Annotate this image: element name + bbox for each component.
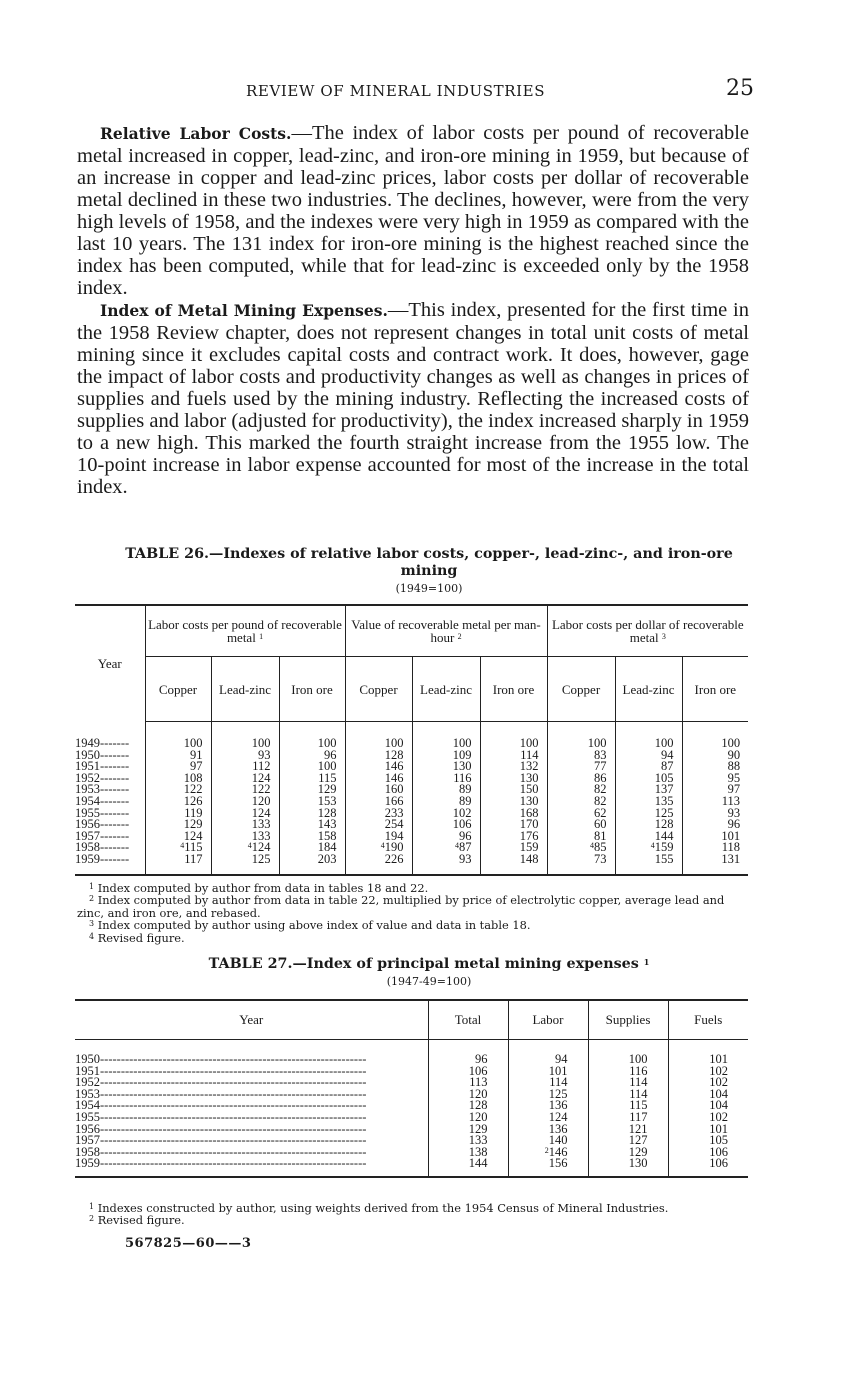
footnote: $^1$ Index computed by author from data in tables 18 and 22.	[89, 881, 429, 895]
paragraph-metal-mining-expenses	[77, 299, 749, 498]
value-cell: 122	[145, 784, 211, 796]
value-cell: 106	[412, 819, 480, 831]
dot-leader: -------	[100, 830, 130, 843]
footnote-marker: 4	[180, 841, 185, 851]
year-cell: 1950----------------------------------------------------------------	[75, 1052, 367, 1066]
dot-leader: -------	[100, 842, 130, 854]
value-cell: 82	[547, 796, 615, 808]
value-cell: 87	[615, 761, 682, 773]
value-cell: 120	[211, 796, 279, 808]
table-27-base: (1947-49=100)	[386, 975, 472, 988]
value-cell: 100	[480, 722, 547, 750]
value-cell: 102	[412, 808, 480, 820]
dot-leader: ----------------------------------------------------------------	[100, 1135, 367, 1147]
year-cell: 1956-------	[75, 819, 130, 831]
value-cell: 203	[279, 854, 345, 875]
value-cell: 113	[682, 796, 748, 808]
value-cell: 101	[668, 1040, 748, 1066]
dot-leader: -------	[100, 772, 130, 785]
value-cell: 100	[615, 722, 682, 750]
value-cell: 113	[428, 1077, 508, 1089]
running-title: REVIEW OF MINERAL INDUSTRIES	[246, 82, 546, 100]
value-cell: 155	[615, 854, 682, 875]
value-cell: 120	[428, 1089, 508, 1101]
value-cell: 146	[345, 761, 412, 773]
footnote: $^4$ Revised figure.	[89, 930, 185, 945]
table-row	[75, 750, 748, 762]
value-cell: 129	[279, 784, 345, 796]
column-header: Lead-zinc	[615, 657, 682, 722]
value-cell: 133	[211, 831, 279, 843]
year-cell: 1957----------------------------------------------------------------	[75, 1135, 367, 1147]
value-cell: 126	[145, 796, 211, 808]
value-cell: 137	[615, 784, 682, 796]
footnote-marker: 4	[455, 841, 460, 851]
value-cell: 116	[588, 1066, 668, 1078]
value-cell: 132	[480, 761, 547, 773]
paragraph-text: —This index, presented for the first time in the 1958 Review chapter, does not represent changes in total unit costs of metal mining since it excludes capital costs and contract work. It does, however, gage the impact of labor costs and productivity changes as well as changes in prices of supplies and fuels used by the mining industry. Reflecting the increased costs of supplies and labor (adjusted for productivity), the index increased sharply in 1959 to a new high. This marked the fourth straight increase from the 1955 low. The 10-point increase in labor expense accounted for most of the increase in the total index.	[77, 299, 749, 498]
year-header: Year	[75, 605, 145, 722]
year-cell: 1951-------	[75, 761, 130, 773]
value-cell: 100	[547, 722, 615, 750]
value-cell: 97	[682, 784, 748, 796]
value-cell: 62	[547, 808, 615, 820]
year-cell: 1955-------	[75, 807, 130, 820]
value-cell: 124	[211, 773, 279, 785]
dot-leader: ----------------------------------------------------------------	[100, 1088, 367, 1101]
column-header: Labor	[508, 1000, 588, 1040]
value-cell: $^2$146	[508, 1147, 588, 1159]
value-cell: 81	[547, 831, 615, 843]
value-cell: 100	[279, 761, 345, 773]
table-row	[75, 796, 748, 808]
column-header: Fuels	[668, 1000, 748, 1040]
value-cell: 95	[682, 773, 748, 785]
value-cell: 100	[145, 722, 211, 750]
dot-leader: ----------------------------------------------------------------	[100, 1146, 367, 1159]
value-cell: 130	[588, 1158, 668, 1177]
column-header: Iron ore	[279, 657, 345, 722]
dot-leader: -------	[100, 749, 130, 762]
value-cell: 125	[615, 808, 682, 820]
group-header: Labor costs per dollar of recoverable metal $^3$	[547, 605, 748, 657]
dot-leader: -------	[100, 795, 130, 808]
column-header: Year	[75, 1000, 428, 1040]
value-cell: 97	[145, 761, 211, 773]
value-cell: 124	[508, 1112, 588, 1124]
value-cell: 226	[345, 854, 412, 875]
value-cell: 96	[279, 750, 345, 762]
year-cell: 1956----------------------------------------------------------------	[75, 1123, 367, 1136]
footnote-marker: 1	[89, 882, 95, 891]
value-cell: 106	[428, 1066, 508, 1078]
value-cell: 116	[412, 773, 480, 785]
value-cell: 115	[279, 773, 345, 785]
value-cell: 100	[682, 722, 748, 750]
value-cell: 146	[345, 773, 412, 785]
value-cell: $^4$190	[345, 842, 412, 854]
value-cell: 129	[588, 1147, 668, 1159]
table-27	[75, 999, 748, 1178]
value-cell: 96	[428, 1040, 508, 1066]
value-cell: 135	[615, 796, 682, 808]
page-number: 25	[726, 76, 754, 101]
year-cell: 1952-------	[75, 772, 130, 785]
value-cell: 89	[412, 784, 480, 796]
value-cell: 184	[279, 842, 345, 854]
year-cell: 1949-------	[75, 735, 130, 750]
column-header: Iron ore	[682, 657, 748, 722]
dot-leader: ----------------------------------------------------------------	[100, 1100, 367, 1112]
footnote-marker: 2	[89, 894, 95, 904]
table-row	[75, 722, 748, 750]
value-cell: 125	[508, 1089, 588, 1101]
value-cell: 144	[615, 831, 682, 843]
value-cell: 130	[480, 773, 547, 785]
value-cell: 136	[508, 1100, 588, 1112]
value-cell: 93	[211, 750, 279, 762]
value-cell: 138	[428, 1147, 508, 1159]
value-cell: 102	[668, 1066, 748, 1078]
table-27-caption	[0, 956, 858, 989]
paragraph-relative-labor-costs	[77, 122, 749, 299]
year-cell: 1951----------------------------------------------------------------	[75, 1065, 367, 1078]
value-cell: 100	[279, 722, 345, 750]
print-code: 567825—60——3	[125, 1236, 252, 1251]
year-cell: 1958-------	[75, 842, 130, 854]
footnote: $^2$ Revised figure.	[89, 1213, 185, 1228]
table-row	[75, 854, 748, 875]
dot-leader: -------	[100, 735, 130, 750]
value-cell: 128	[615, 819, 682, 831]
value-cell: 114	[588, 1077, 668, 1089]
value-cell: 93	[682, 808, 748, 820]
value-cell: $^4$159	[615, 842, 682, 854]
value-cell: 254	[345, 819, 412, 831]
value-cell: 106	[668, 1147, 748, 1159]
table-row	[75, 1040, 748, 1066]
column-header: Copper	[345, 657, 412, 722]
column-header: Supplies	[588, 1000, 668, 1040]
value-cell: 143	[279, 819, 345, 831]
value-cell: 91	[145, 750, 211, 762]
table-row	[75, 784, 748, 796]
table-row	[75, 808, 748, 820]
table-27-footnotes	[77, 1202, 749, 1227]
dot-leader: ----------------------------------------------------------------	[100, 1158, 367, 1171]
value-cell: 100	[588, 1040, 668, 1066]
value-cell: 168	[480, 808, 547, 820]
year-cell: 1955----------------------------------------------------------------	[75, 1111, 367, 1124]
footnote-marker: 4	[650, 841, 655, 851]
value-cell: 105	[615, 773, 682, 785]
paragraph-heading: Relative Labor Costs.	[100, 124, 292, 143]
value-cell: 125	[211, 854, 279, 875]
group-header: Labor costs per pound of recoverable metal $^1$	[145, 605, 345, 657]
footnote: $^2$ Index computed by author from data in table 22, multiplied by price of electrolytic copper, average lead and zinc, and iron ore, and rebased.	[77, 893, 725, 920]
value-cell: 73	[547, 854, 615, 875]
value-cell: 131	[682, 854, 748, 875]
dot-leader: -------	[100, 807, 130, 820]
footnote-marker: 2	[89, 1214, 95, 1224]
value-cell: 101	[682, 831, 748, 843]
value-cell: $^4$115	[145, 842, 211, 854]
group-header: Value of recoverable metal per man-hour $^2$	[345, 605, 547, 657]
value-cell: 112	[211, 761, 279, 773]
value-cell: 233	[345, 808, 412, 820]
body-text	[77, 122, 749, 498]
footnote-marker: 4	[89, 931, 95, 941]
value-cell: $^4$124	[211, 842, 279, 854]
value-cell: 106	[668, 1158, 748, 1177]
value-cell: $^4$87	[412, 842, 480, 854]
table-row	[75, 761, 748, 773]
column-header: Lead-zinc	[211, 657, 279, 722]
year-cell: 1950-------	[75, 749, 130, 762]
year-cell: 1954----------------------------------------------------------------	[75, 1100, 367, 1112]
value-cell: 118	[682, 842, 748, 854]
dot-leader: ----------------------------------------------------------------	[100, 1065, 367, 1078]
value-cell: 109	[412, 750, 480, 762]
year-cell: 1957-------	[75, 830, 130, 843]
value-cell: 105	[668, 1135, 748, 1147]
value-cell: 148	[480, 854, 547, 875]
value-cell: 194	[345, 831, 412, 843]
dot-leader: ----------------------------------------------------------------	[100, 1052, 367, 1066]
dot-leader: -------	[100, 819, 130, 831]
table-26-caption	[0, 546, 858, 596]
value-cell: 166	[345, 796, 412, 808]
footnote: $^1$ Indexes constructed by author, using weights derived from the 1954 Census of Mineral Industries.	[89, 1201, 669, 1215]
value-cell: 101	[508, 1066, 588, 1078]
table-row	[75, 819, 748, 831]
value-cell: 89	[412, 796, 480, 808]
value-cell: 102	[668, 1112, 748, 1124]
dot-leader: -------	[100, 761, 130, 773]
footnote: $^3$ Index computed by author using above index of value and data in table 18.	[89, 918, 531, 933]
column-header: Lead-zinc	[412, 657, 480, 722]
value-cell: 120	[428, 1112, 508, 1124]
value-cell: 94	[508, 1040, 588, 1066]
footnote-marker: 3	[89, 919, 95, 929]
value-cell: 117	[588, 1112, 668, 1124]
value-cell: 160	[345, 784, 412, 796]
dot-leader: ----------------------------------------------------------------	[100, 1123, 367, 1136]
value-cell: 93	[412, 854, 480, 875]
table-row	[75, 842, 748, 854]
dot-leader: ----------------------------------------------------------------	[100, 1077, 367, 1089]
year-cell: 1959-------	[75, 854, 145, 875]
value-cell: 82	[547, 784, 615, 796]
value-cell: 86	[547, 773, 615, 785]
value-cell: 130	[412, 761, 480, 773]
year-cell: 1959----------------------------------------------------------------	[75, 1158, 428, 1177]
value-cell: 114	[588, 1089, 668, 1101]
value-cell: 108	[145, 773, 211, 785]
value-cell: 170	[480, 819, 547, 831]
value-cell: 133	[428, 1135, 508, 1147]
value-cell: 104	[668, 1089, 748, 1101]
value-cell: 128	[345, 750, 412, 762]
value-cell: 124	[211, 808, 279, 820]
value-cell: 129	[428, 1124, 508, 1136]
column-header: Copper	[547, 657, 615, 722]
value-cell: 96	[412, 831, 480, 843]
value-cell: 122	[211, 784, 279, 796]
value-cell: 88	[682, 761, 748, 773]
dot-leader: -------	[100, 853, 130, 866]
value-cell: 136	[508, 1124, 588, 1136]
value-cell: 102	[668, 1077, 748, 1089]
column-header: Total	[428, 1000, 508, 1040]
value-cell: 156	[508, 1158, 588, 1177]
value-cell: 140	[508, 1135, 588, 1147]
value-cell: 77	[547, 761, 615, 773]
value-cell: 90	[682, 750, 748, 762]
table-row	[75, 773, 748, 785]
value-cell: 158	[279, 831, 345, 843]
year-cell: 1958----------------------------------------------------------------	[75, 1146, 367, 1159]
value-cell: 129	[145, 819, 211, 831]
table-26-footnotes	[77, 882, 749, 944]
value-cell: 83	[547, 750, 615, 762]
value-cell: 96	[682, 819, 748, 831]
value-cell: 114	[480, 750, 547, 762]
table-27-title: TABLE 27.—Index of principal metal mining expenses $^1$	[208, 956, 650, 972]
column-header: Iron ore	[480, 657, 547, 722]
value-cell: 114	[508, 1077, 588, 1089]
value-cell: 128	[428, 1100, 508, 1112]
value-cell: 100	[211, 722, 279, 750]
running-head	[0, 76, 858, 104]
year-cell: 1954-------	[75, 795, 130, 808]
column-header: Copper	[145, 657, 211, 722]
footnote-marker: 4	[590, 841, 595, 851]
value-cell: 153	[279, 796, 345, 808]
paragraph-heading: Index of Metal Mining Expenses.	[100, 301, 388, 320]
value-cell: 176	[480, 831, 547, 843]
table-26-base: (1949=100)	[395, 582, 463, 595]
year-cell: 1952----------------------------------------------------------------	[75, 1077, 367, 1089]
value-cell: 124	[145, 831, 211, 843]
value-cell: 94	[615, 750, 682, 762]
dot-leader: -------	[100, 784, 130, 796]
value-cell: 127	[588, 1135, 668, 1147]
year-cell: 1953----------------------------------------------------------------	[75, 1088, 367, 1101]
value-cell: 60	[547, 819, 615, 831]
value-cell: 117	[145, 854, 211, 875]
value-cell: 100	[345, 722, 412, 750]
value-cell: 144	[428, 1158, 508, 1177]
table-row	[75, 1158, 748, 1177]
value-cell: 100	[412, 722, 480, 750]
value-cell: $^4$85	[547, 842, 615, 854]
value-cell: 128	[279, 808, 345, 820]
footnote-marker: 4	[247, 841, 252, 851]
value-cell: 121	[588, 1124, 668, 1136]
footnote-marker: 2	[544, 1145, 549, 1155]
table-26-title: TABLE 26.—Indexes of relative labor costs, copper-, lead-zinc-, and iron-ore mining	[125, 546, 733, 579]
value-cell: 159	[480, 842, 547, 854]
value-cell: 115	[588, 1100, 668, 1112]
value-cell: 130	[480, 796, 547, 808]
value-cell: 133	[211, 819, 279, 831]
paragraph-text: —The index of labor costs per pound of recoverable metal increased in copper, lead-zinc, and iron-ore mining in 1959, but because of an increase in copper and lead-zinc prices, labor costs per dollar of recoverable metal declined in these two industries. The declines, however, were from the very high levels of 1958, and the indexes were very high in 1959 as compared with the last 10 years. The 131 index for iron-ore mining is the highest reached since the index has been computed, while that for lead-zinc is exceeded only by the 1958 index.	[77, 122, 749, 299]
year-cell: 1953-------	[75, 784, 130, 796]
value-cell: 101	[668, 1124, 748, 1136]
dot-leader: ----------------------------------------------------------------	[100, 1111, 367, 1124]
table-row	[75, 831, 748, 843]
table-26	[75, 604, 748, 876]
value-cell: 104	[668, 1100, 748, 1112]
footnote-marker: 4	[380, 841, 385, 851]
footnote-marker: 1	[89, 1202, 95, 1211]
value-cell: 119	[145, 808, 211, 820]
value-cell: 150	[480, 784, 547, 796]
